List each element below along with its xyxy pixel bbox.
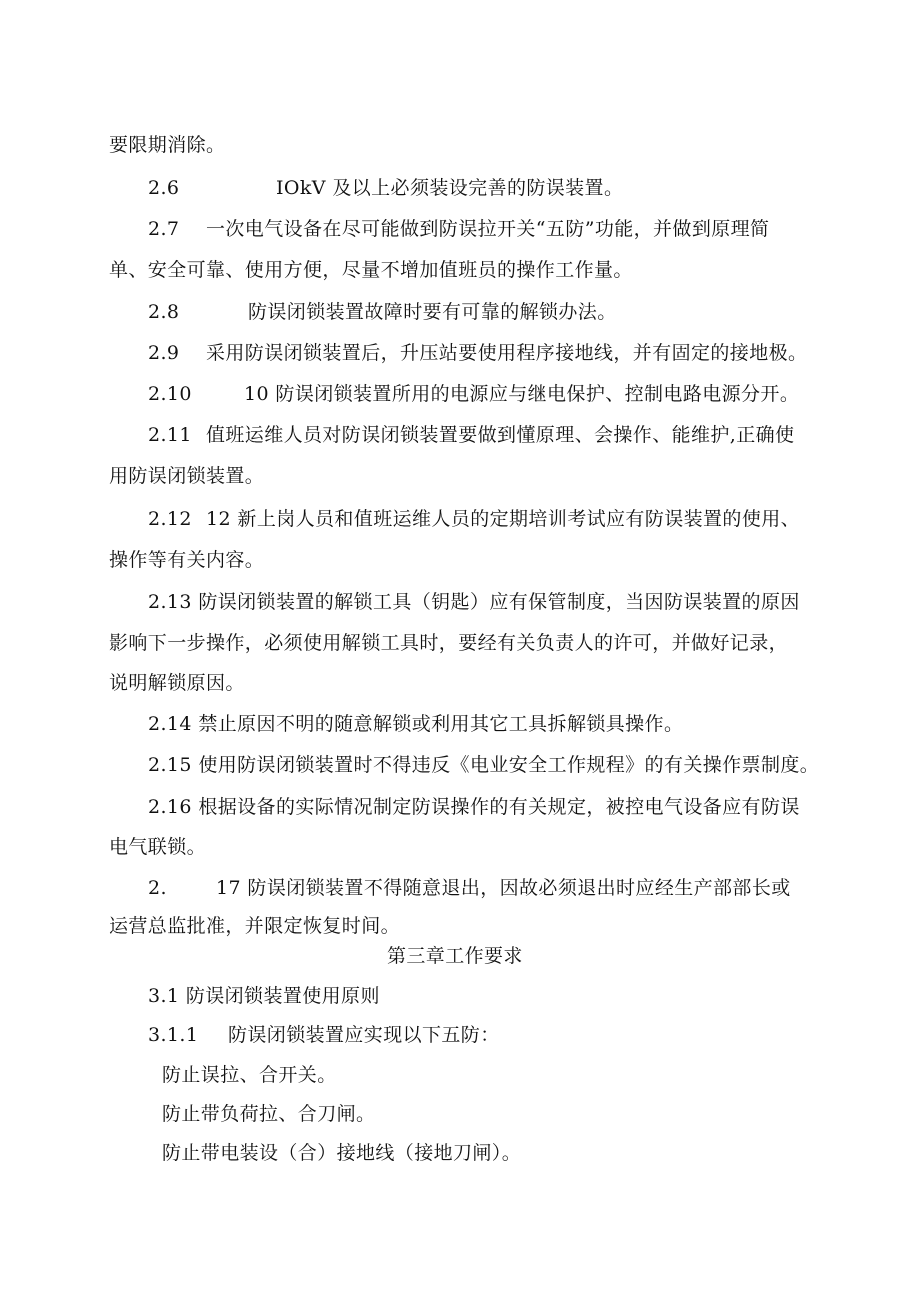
section-3-1 (148, 984, 380, 1008)
text-line-continuation (109, 258, 633, 282)
clause-2-10 (148, 382, 799, 406)
clause-number: 2.12 (148, 508, 192, 530)
clause-number: 2.11 (148, 424, 192, 446)
clause-number: 2.7 (148, 218, 180, 240)
text-line-continuation (109, 835, 206, 859)
clause-text: 值班运维人员对防误闭锁装置要做到懂原理、会操作、能维护,正确使 (206, 424, 795, 446)
clause-2-16 (148, 795, 800, 819)
clause-number: 2. (148, 877, 167, 899)
clause-2-9 (148, 341, 807, 365)
line-text: 电气联锁。 (109, 836, 207, 858)
clause-3-1-1 (148, 1023, 500, 1047)
text-line-1 (109, 133, 225, 157)
line-text: 操作等有关内容。 (109, 549, 265, 571)
clause-number: 2.8 (148, 301, 180, 323)
line-text: 影响下一步操作，必须使用解锁工具时，要经有关负责人的许可，并做好记录， (109, 632, 789, 654)
clause-2-15 (148, 753, 819, 777)
clause-number: 2.9 (148, 342, 180, 364)
text-line-continuation (109, 631, 788, 655)
clause-text: 防误闭锁装置应实现以下五防： (228, 1024, 500, 1046)
line-text: 单、安全可靠、使用方便，尽量不增加值班员的操作工作量。 (109, 259, 633, 281)
clause-text: 2.15 使用防误闭锁装置时不得违反《电业安全工作规程》的有关操作票制度。 (148, 754, 820, 776)
clause-text: 2.14 禁止原因不明的随意解锁或利用其它工具拆解锁具操作。 (148, 713, 684, 735)
clause-2-13 (148, 590, 800, 614)
line-text: 说明解锁原因。 (109, 672, 245, 694)
chapter-heading (387, 944, 523, 968)
list-item-text: 防止带电装设（合）接地线（接地刀闸）。 (162, 1142, 522, 1164)
clause-text: 17 防误闭锁装置不得随意退出，因故必须退出时应经生产部部长或 (216, 877, 791, 899)
clause-text: 2.16 根据设备的实际情况制定防误操作的有关规定，被控电气设备应有防误 (148, 796, 800, 818)
list-item-3 (162, 1141, 521, 1165)
list-item-text: 防止带负荷拉、合刀闸。 (162, 1103, 376, 1125)
clause-number: 3.1.1 (148, 1024, 199, 1046)
clause-text: 10 防误闭锁装置所用的电源应与继电保护、控制电路电源分开。 (244, 383, 800, 405)
clause-text: 采用防误闭锁装置后，升压站要使用程序接地线，并有固定的接地极。 (206, 342, 808, 364)
clause-2-11 (148, 423, 794, 447)
clause-2-12 (148, 507, 800, 531)
clause-2-6 (148, 176, 623, 200)
clause-2-8 (148, 300, 617, 324)
clause-text: 防误闭锁装置故障时要有可靠的解锁办法。 (248, 301, 617, 323)
clause-2-14 (148, 712, 683, 736)
text-line-continuation (109, 548, 264, 572)
clause-text: 2.13 防误闭锁装置的解锁工具（钥匙）应有保管制度，当因防误装置的原因 (148, 591, 800, 613)
heading-text: 第三章工作要求 (387, 945, 523, 967)
line-text: 要限期消除。 (109, 134, 226, 156)
line-text: 运营总监批准，并限定恢复时间。 (109, 915, 401, 937)
text-line-continuation (109, 671, 245, 695)
clause-text: 12 新上岗人员和值班运维人员的定期培训考试应有防误装置的使用、 (206, 508, 801, 530)
section-text: 3.1 防误闭锁装置使用原则 (148, 985, 380, 1007)
clause-text: 一次电气设备在尽可能做到防误拉开关“五防”功能，并做到原理简 (206, 218, 770, 240)
text-line-continuation (109, 914, 400, 938)
clause-text: IOkV 及以上必须装设完善的防误装置。 (276, 177, 624, 199)
clause-number: 2.6 (148, 177, 180, 199)
list-item-1 (162, 1063, 337, 1087)
clause-number: 2.10 (148, 383, 192, 405)
list-item-text: 防止误拉、合开关。 (162, 1064, 337, 1086)
list-item-2 (162, 1102, 375, 1126)
text-line-continuation (109, 464, 264, 488)
clause-2-7 (148, 217, 769, 241)
clause-2-17 (148, 876, 791, 900)
line-text: 用防误闭锁装置。 (109, 465, 265, 487)
